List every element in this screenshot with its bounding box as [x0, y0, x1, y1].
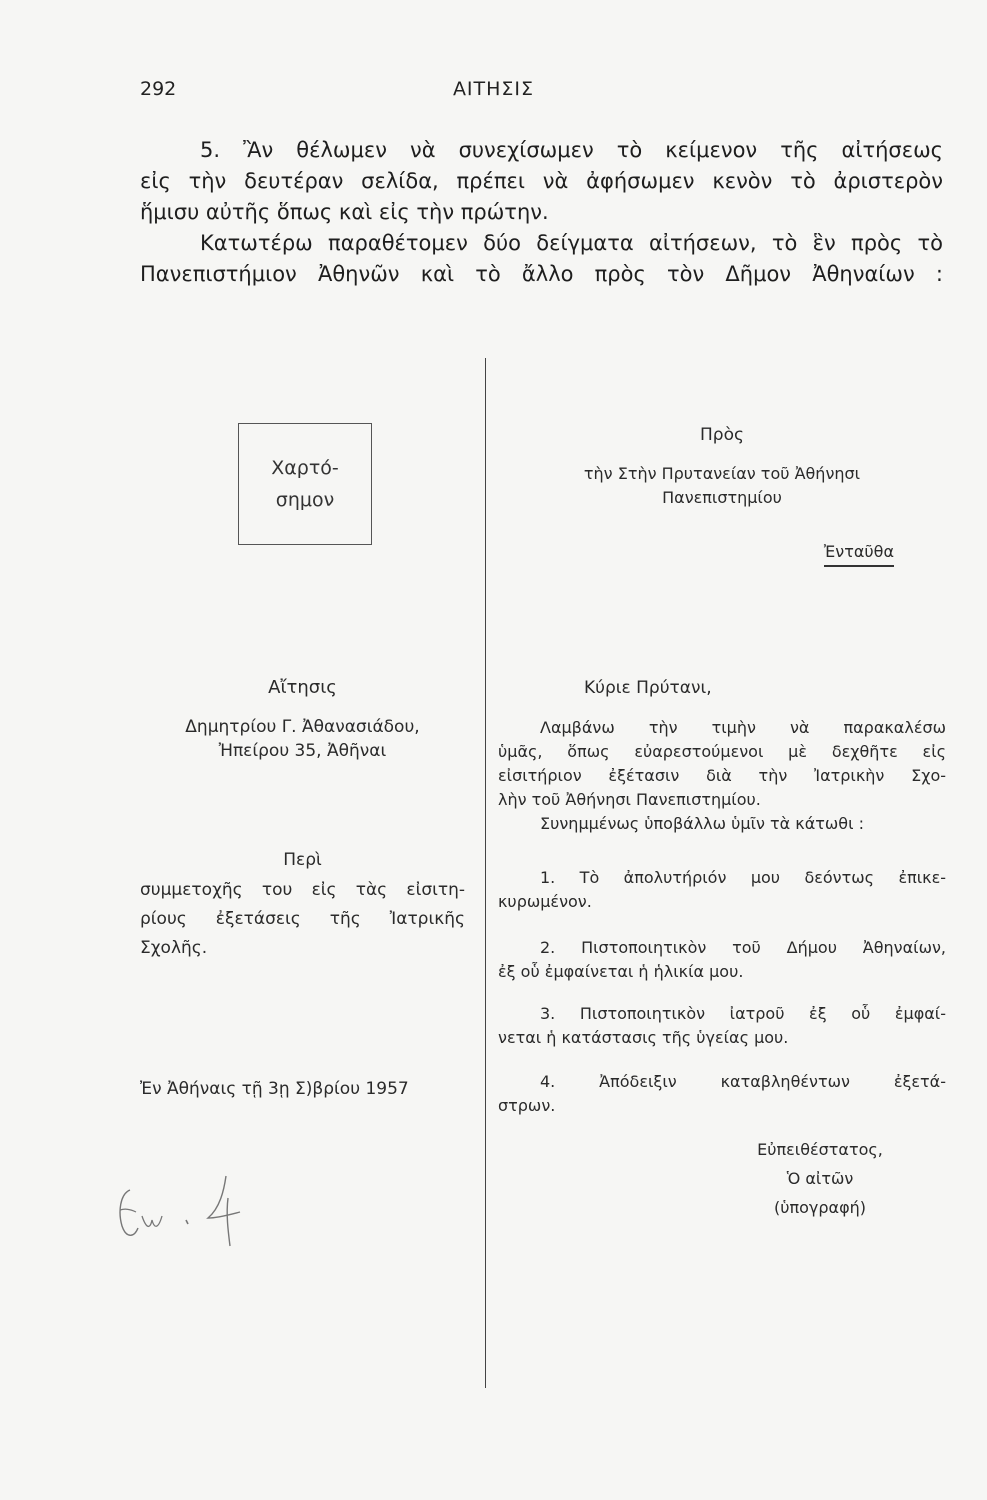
column-divider: [485, 358, 486, 1388]
running-head: ΑΙΤΗΣΙΣ: [452, 78, 535, 100]
closing-line: (ὑπογραφή): [773, 1198, 867, 1217]
applicant-line: Δημητρίου Γ. Ἀθανασιάδου,: [185, 717, 420, 737]
subject-block: [140, 876, 465, 963]
subject-label: Περὶ: [283, 850, 322, 870]
salutation: Κύριε Πρύτανι,: [584, 678, 712, 698]
subject-line: συμμετοχῆς του εἰς τὰς εἰσιτη-: [140, 880, 465, 900]
intro-line: Κατωτέρω παραθέτομεν δύο δείγματα αἰτήσεων, τὸ ἓν πρὸς τὸ: [200, 231, 943, 255]
item-line: κυρωμένον.: [498, 892, 592, 911]
item-line: 3. Πιστοποιητικὸν ἰατροῦ ἐξ οὗ ἐμφαί-: [540, 1004, 946, 1023]
body-line: ὑμᾶς, ὅπως εὐαρεστούμενοι μὲ δεχθῆτε εἰς: [498, 742, 946, 761]
intro-line: εἰς τὴν δευτέραν σελίδα, πρέπει νὰ ἀφήσωμεν κενὸν τὸ ἀριστερὸν: [140, 169, 943, 193]
item-line: στρων.: [498, 1096, 556, 1115]
revenue-stamp-box: [238, 423, 372, 545]
subject-line: Σχολῆς.: [140, 938, 208, 958]
item-line: ἐξ οὗ ἐμφαίνεται ἡ ἡλικία μου.: [498, 962, 744, 981]
body-line: Λαμβάνω τὴν τιμὴν νὰ παρακαλέσω: [540, 718, 946, 737]
intro-line: 5. Ἂν θέλωμεν νὰ συνεχίσωμεν τὸ κείμενον τῆς αἰτήσεως: [200, 138, 943, 162]
intro-line: Πανεπιστήμιον Ἀθηνῶν καὶ τὸ ἄλλο πρὸς τὸν Δῆμον Ἀθηναίων :: [140, 262, 943, 286]
letter-body: [498, 716, 946, 836]
body-line: Συνημμένως ὑποβάλλω ὑμῖν τὰ κάτωθι :: [540, 814, 864, 833]
body-line: λὴν τοῦ Ἀθήνησι Πανεπιστημίου.: [498, 790, 761, 809]
closing-line: Ὁ αἰτῶν: [786, 1169, 854, 1188]
recipient-line: Πανεπιστημίου: [662, 488, 782, 507]
applicant-block: [140, 715, 465, 763]
recipient-block: [498, 462, 946, 510]
item-line: 4. Ἀπόδειξιν καταβληθέντων ἐξετά-: [540, 1072, 946, 1091]
enclosure-item-3: [498, 1002, 946, 1050]
body-line: εἰσιτήριον ἐξέτασιν διὰ τὴν Ἰατρικὴν Σχο-: [498, 766, 946, 785]
recipient-line: τὴν Στὴν Πρυτανείαν τοῦ Ἀθήνησι: [583, 464, 861, 483]
intro-paragraph-2: [140, 228, 943, 290]
item-line: νεται ἡ κατάστασις τῆς ὑγείας μου.: [498, 1028, 789, 1047]
pros-label: Πρὸς: [700, 425, 744, 445]
applicant-line: Ἠπείρου 35, Ἀθῆναι: [218, 741, 387, 761]
handwritten-annotation: [108, 1168, 258, 1258]
place-underlined: Ἐνταῦθα: [824, 540, 894, 567]
enclosure-item-2: [498, 936, 946, 984]
closing-block: [700, 1135, 940, 1222]
closing-line: Εὐπειθέστατος,: [757, 1140, 883, 1159]
date-line: Ἐν Ἀθήναις τῇ 3ῃ Σ)βρίου 1957: [140, 1079, 409, 1099]
enclosure-item-4: [498, 1070, 946, 1118]
intro-paragraph-1: [140, 135, 943, 228]
stamp-line: σημον: [275, 489, 335, 511]
subject-line: ρίους ἐξετάσεις τῆς Ἰατρικῆς: [140, 909, 465, 929]
enclosure-item-1: [498, 866, 946, 914]
place-block: [498, 540, 894, 567]
stamp-line: Χαρτό-: [271, 457, 339, 479]
aitisis-label: Αἴτησις: [268, 677, 337, 698]
item-line: 1. Τὸ ἀπολυτήριόν μου δεόντως ἐπικε-: [540, 868, 946, 887]
page-number: 292: [140, 78, 177, 100]
intro-line: ἥμισυ αὐτῆς ὅπως καὶ εἰς τὴν πρώτην.: [140, 200, 549, 224]
item-line: 2. Πιστοποιητικὸν τοῦ Δήμου Ἀθηναίων,: [540, 938, 946, 957]
